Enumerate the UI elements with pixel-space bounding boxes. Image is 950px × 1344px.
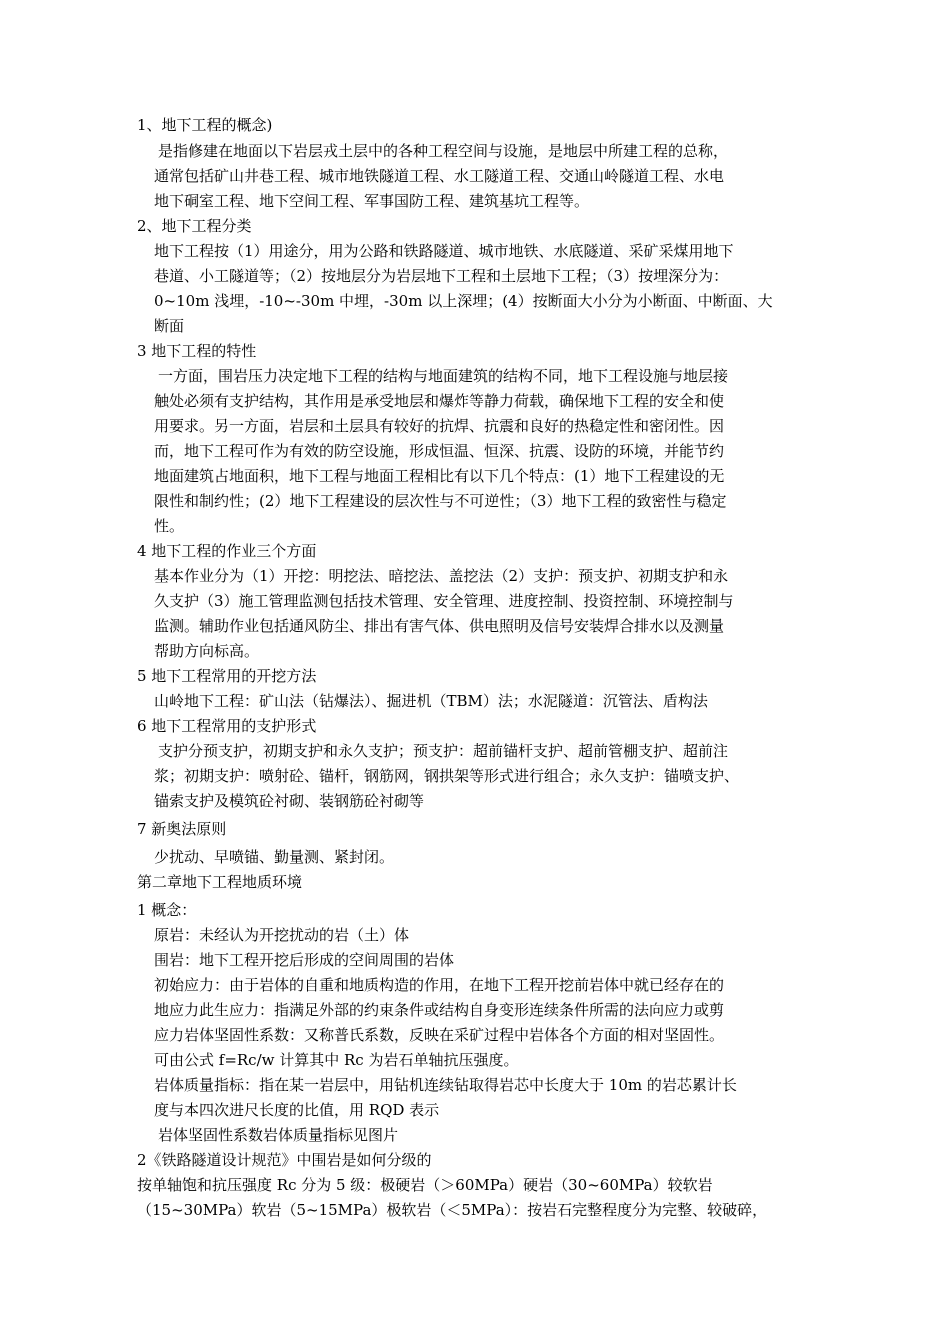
- paragraph-line: 少扰动、早喷锚、勤量测、紧封闭。: [154, 848, 395, 866]
- paragraph-line: 用要求。另一方面，岩层和土层具有较好的抗焊、抗震和良好的热稳定性和密闭性。因: [154, 417, 725, 435]
- paragraph-line: 原岩：未经认为开挖扰动的岩（土）体: [154, 926, 410, 944]
- paragraph-line: 地下硐室工程、地下空间工程、军事国防工程、建筑基坑工程等。: [154, 192, 590, 210]
- heading-3: 3 地下工程的特性: [137, 342, 257, 360]
- paragraph-line: 通常包括矿山井巷工程、城市地铁隧道工程、水工隧道工程、交通山岭隧道工程、水电: [154, 167, 725, 185]
- paragraph-line: 性。: [154, 517, 185, 535]
- paragraph-line: 巷道、小工隧道等；（2）按地层分为岩层地下工程和土层地下工程；（3）按埋深分为：: [154, 267, 729, 285]
- paragraph-line: 地下工程按（1）用途分，用为公路和铁路隧道、城市地铁、水底隧道、采矿采煤用地下: [154, 242, 734, 260]
- paragraph-line: 帮助方向标高。: [154, 642, 260, 660]
- paragraph-line: 围岩：地下工程开挖后形成的空间周围的岩体: [154, 951, 455, 969]
- paragraph-line: 可由公式 f=Rc/w 计算其中 Rc 为岩石单轴抗压强度。: [154, 1051, 519, 1069]
- paragraph-line: 地面建筑占地面积，地下工程与地面工程相比有以下几个特点：(1）地下工程建设的无: [154, 467, 725, 485]
- paragraph-line: （15~30MPa）软岩（5~15MPa）极软岩（＜5MPa）：按岩石完整程度分为完整、较破碎，: [137, 1201, 768, 1219]
- heading-2: 2、地下工程分类: [137, 217, 252, 235]
- paragraph-line: 而，地下工程可作为有效的防空设施，形成恒温、恒深、抗震、设防的环境，并能节约: [154, 442, 725, 460]
- paragraph-line: 久支护（3）施工管理监测包括技术管理、安全管理、进度控制、投资控制、环境控制与: [154, 592, 734, 610]
- paragraph-line: 基本作业分为（1）开挖：明挖法、暗挖法、盖挖法（2）支护：预支护、初期支护和永: [154, 567, 729, 585]
- paragraph-line: 是指修建在地面以下岩层戎土层中的各种工程空间与设施，是地层中所建工程的总称，: [158, 142, 729, 160]
- paragraph-line: 浆；初期支护：喷射砼、锚杆，钢筋网，钢拱架等形式进行组合；永久支护：锚喷支护、: [154, 767, 740, 785]
- paragraph-line: 监测。辅助作业包括通风防尘、排出有害气体、供电照明及信号安装焊合排水以及测量: [154, 617, 725, 635]
- paragraph-line: 限性和制约性；(2）地下工程建设的层次性与不可逆性；（3）地下工程的致密性与稳定: [154, 492, 727, 510]
- paragraph-line: 应力岩体坚固性系数：又称普氏系数，反映在采矿过程中岩体各个方面的相对坚固性。: [154, 1026, 725, 1044]
- heading-1: 1、地下工程的概念): [137, 116, 273, 134]
- paragraph-line: 岩体坚固性系数岩体质量指标见图片: [158, 1126, 399, 1144]
- paragraph-line: 岩体质量指标：指在某一岩层中，用钻机连续钻取得岩芯中长度大于 10m 的岩芯累计长: [154, 1076, 737, 1094]
- heading-concepts: 1 概念：: [137, 901, 197, 919]
- heading-5: 5 地下工程常用的开挖方法: [137, 667, 317, 685]
- chapter-heading: 第二章地下工程地质环境: [137, 873, 303, 891]
- heading-4: 4 地下工程的作业三个方面: [137, 542, 317, 560]
- paragraph-line: 0~10m 浅埋，-10~-30m 中埋，-30m 以上深埋；(4）按断面大小分为小断面、中断面、大: [154, 292, 773, 310]
- paragraph-line: 地应力此生应力：指满足外部的约束条件或结构自身变形连续条件所需的法向应力或剪: [154, 1001, 725, 1019]
- paragraph-line: 触处必须有支护结构，其作用是承受地层和爆炸等静力荷载，确保地下工程的安全和使: [154, 392, 725, 410]
- paragraph-line: 一方面，围岩压力决定地下工程的结构与地面建筑的结构不同，地下工程设施与地层接: [158, 367, 729, 385]
- paragraph-line: 山岭地下工程：矿山法（钻爆法）、掘进机（TBM）法；水泥隧道：沉管法、盾构法: [154, 692, 708, 710]
- paragraph-line: 按单轴饱和抗压强度 Rc 分为 5 级：极硬岩（＞60MPa）硬岩（30~60MPa）较软岩: [137, 1176, 713, 1194]
- paragraph-line: 度与本四次进尺长度的比值，用 RQD 表示: [154, 1101, 440, 1119]
- heading-7: 7 新奥法原则: [137, 820, 227, 838]
- paragraph-line: 初始应力：由于岩体的自重和地质构造的作用，在地下工程开挖前岩体中就已经存在的: [154, 976, 725, 994]
- heading-6: 6 地下工程常用的支护形式: [137, 717, 317, 735]
- paragraph-line: 锚索支护及模筑砼衬砌、装钢筋砼衬砌等: [154, 792, 425, 810]
- heading-classification: 2《铁路隧道设计规范》中围岩是如何分级的: [137, 1151, 432, 1169]
- paragraph-line: 断面: [154, 317, 185, 335]
- paragraph-line: 支护分预支护，初期支护和永久支护；预支护：超前锚杆支护、超前管棚支护、超前注: [158, 742, 729, 760]
